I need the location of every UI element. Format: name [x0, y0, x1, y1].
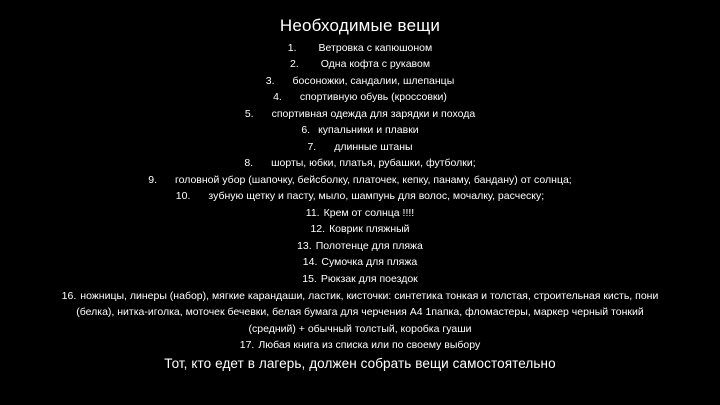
item-number: 4.	[273, 91, 282, 103]
item-number: 1.	[287, 42, 297, 54]
list-item	[0, 58, 720, 70]
item-number: 8.	[244, 157, 254, 169]
list-item-continuation	[0, 306, 720, 318]
list-item	[0, 339, 720, 351]
item-number: 7.	[307, 141, 317, 153]
item-text: Любая книга из списка или по своему выбору	[258, 339, 481, 351]
item-text: Крем от солнца !!!!	[323, 207, 415, 219]
item-text: длинные штаны	[334, 141, 413, 153]
list-item	[0, 190, 720, 202]
item-number: 13.	[297, 240, 312, 252]
list-item	[0, 124, 720, 136]
slide-title: Необходимые вещи	[279, 16, 441, 35]
item-text: Ветровка с капюшоном	[318, 42, 433, 54]
list-item	[0, 223, 720, 235]
item-number: 17.	[239, 339, 255, 351]
list-item	[0, 207, 720, 219]
item-number: 14.	[302, 256, 318, 268]
item-number: 6.	[301, 124, 311, 136]
slide-footer: Тот, кто едет в лагерь, должен собрать вещи самостоятельно	[164, 356, 556, 371]
list-item	[0, 141, 720, 153]
item-number: 12.	[310, 223, 326, 235]
item-text: босоножки, сандалии, шлепанцы	[292, 75, 455, 87]
item-text-line: ножницы, линеры (набор), мягкие карандаши, ластик, кисточки: синтетика тонкая и толстая, строительная кисть, пони	[80, 290, 659, 302]
list-item	[0, 290, 720, 302]
item-text: купальники и плавки	[318, 124, 419, 136]
item-text: Одна кофта с рукавом	[320, 58, 431, 70]
item-text: шорты, юбки, платья, рубашки, футболки;	[271, 157, 476, 169]
item-number: 16.	[61, 290, 77, 302]
item-number: 2.	[289, 58, 299, 70]
item-text: Сумочка для пляжа	[321, 256, 418, 268]
item-text: Рюкзак для поездок	[320, 273, 418, 285]
list-item	[0, 157, 720, 169]
item-text-line: (белка), нитка-иголка, моточек бечевки, белая бумага для черчения А4 1папка, фломастеры, маркер черный тонкий	[76, 306, 644, 318]
item-text: головной убор (шапочку, бейсболку, платочек, кепку, панаму, бандану) от солнца;	[175, 174, 572, 186]
list-item	[0, 273, 720, 285]
item-text: спортивную обувь (кроссовки)	[299, 91, 447, 103]
list-item	[0, 42, 720, 54]
list-item	[0, 91, 720, 103]
item-number: 10.	[175, 190, 191, 202]
list-item	[0, 75, 720, 87]
list-item-continuation	[0, 323, 720, 335]
list-item	[0, 240, 720, 252]
item-text: спортивная одежда для зарядки и похода	[271, 108, 476, 120]
item-text: Полотенце для пляжа	[315, 240, 423, 252]
item-number: 9.	[148, 174, 158, 186]
item-text: зубную щетку и пасту, мыло, шампунь для волос, мочалку, расческу;	[208, 190, 545, 202]
list-item	[0, 108, 720, 120]
item-text-line: (средний) + обычный толстый, коробка гуаши	[248, 323, 472, 335]
list-item	[0, 256, 720, 268]
list-item	[0, 174, 720, 186]
item-number: 15.	[302, 273, 317, 285]
item-number: 3.	[265, 75, 275, 87]
item-text: Коврик пляжный	[329, 223, 410, 235]
item-number: 11.	[305, 207, 320, 219]
item-number: 5.	[244, 108, 254, 120]
